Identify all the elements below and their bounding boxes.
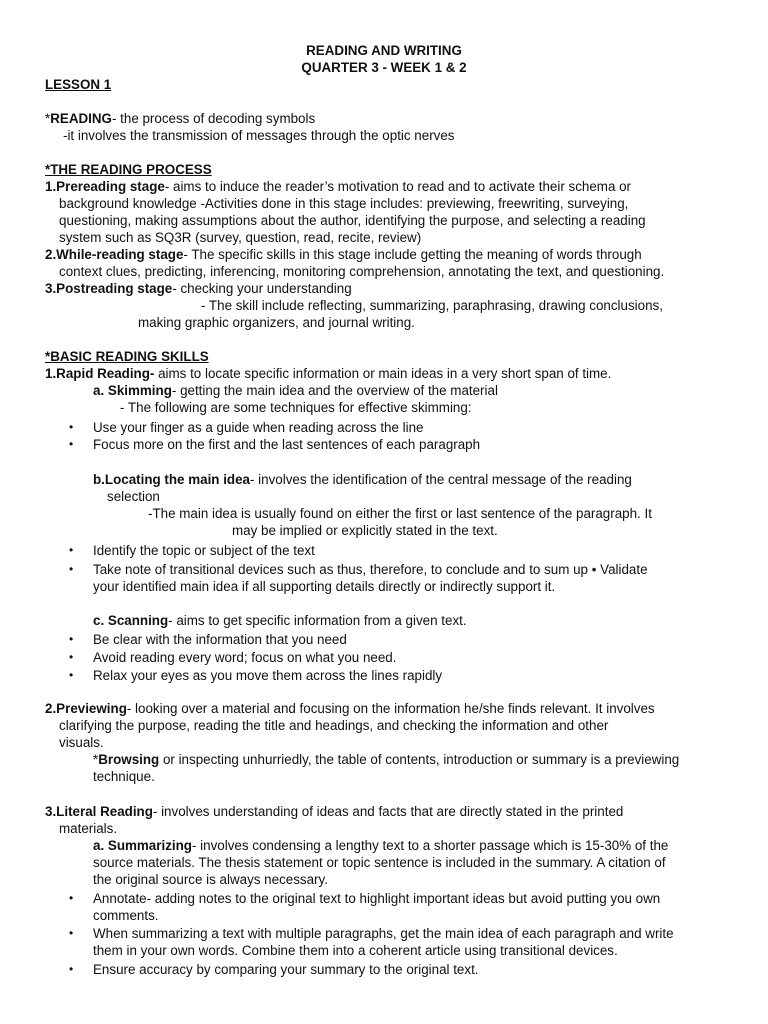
reading-process-heading: *THE READING PROCESS xyxy=(45,162,212,177)
process-item-line: context clues, predicting, inferencing, monitoring comprehension, annotating the text, and questioning. xyxy=(59,264,665,279)
bullet-icon: • xyxy=(69,668,74,682)
process-item-line: making graphic organizers, and journal writing. xyxy=(138,315,415,330)
basic-skills-heading: *BASIC READING SKILLS xyxy=(45,349,209,364)
skill-rapid-reading: 1.Rapid Reading- aims to locate specific information or main ideas in a very short span of time. xyxy=(45,366,612,381)
process-item-line: - The skill include reflecting, summarizing, paraphrasing, drawing conclusions, xyxy=(201,298,663,313)
main-idea-sub: -The main idea is usually found on either the first or last sentence of the paragraph. It xyxy=(148,506,652,521)
skill-previewing: 2.Previewing- looking over a material and focusing on the information he/she finds relevant. It involves xyxy=(45,701,655,716)
list-item: When summarizing a text with multiple paragraphs, get the main idea of each paragraph and write xyxy=(93,926,674,941)
main-idea-heading: b.Locating the main idea- involves the identification of the central message of the reading xyxy=(93,472,632,487)
list-item: Ensure accuracy by comparing your summary to the original text. xyxy=(93,962,479,977)
list-item: Use your finger as a guide when reading across the line xyxy=(93,420,424,435)
list-item: Be clear with the information that you need xyxy=(93,632,347,647)
list-item: Avoid reading every word; focus on what you need. xyxy=(93,650,397,665)
bullet-icon: • xyxy=(69,926,74,940)
previewing-line: clarifying the purpose, reading the title and headings, and checking the information and other xyxy=(59,718,609,733)
bullet-icon: • xyxy=(69,562,74,576)
list-item: Focus more on the first and the last sentences of each paragraph xyxy=(93,437,481,452)
doc-subtitle: QUARTER 3 - WEEK 1 & 2 xyxy=(301,60,467,75)
list-item: Take note of transitional devices such as thus, therefore, to conclude and to sum up • Validate xyxy=(93,562,648,577)
list-item-cont: comments. xyxy=(93,908,159,923)
skill-literal-reading: 3.Literal Reading- involves understanding of ideas and facts that are directly stated in the printed xyxy=(45,804,624,819)
browsing-line: *Browsing or inspecting unhurriedly, the table of contents, introduction or summary is a previewing xyxy=(93,752,680,767)
list-item: Relax your eyes as you move them across the lines rapidly xyxy=(93,668,443,683)
list-item-cont: them in your own words. Combine them into a coherent article using transitional devices. xyxy=(93,943,618,958)
scanning-heading: c. Scanning- aims to get specific information from a given text. xyxy=(93,613,467,628)
bullet-icon: • xyxy=(69,420,74,434)
previewing-line: visuals. xyxy=(59,735,104,750)
lesson-heading: LESSON 1 xyxy=(45,77,112,92)
doc-title: READING AND WRITING xyxy=(306,43,462,58)
main-idea-line2: selection xyxy=(107,489,160,504)
bullet-icon: • xyxy=(69,650,74,664)
bullet-icon: • xyxy=(69,437,74,451)
reading-definition: *READING- the process of decoding symbols xyxy=(45,111,316,126)
list-item-cont: your identified main idea if all supporting details directly or indirectly support it. xyxy=(93,579,556,594)
process-item-line: background knowledge -Activities done in this stage includes: previewing, freewriting, surveying, xyxy=(59,196,629,211)
literal-line2: materials. xyxy=(59,821,118,836)
list-item: Identify the topic or subject of the text xyxy=(93,543,315,558)
bullet-icon: • xyxy=(69,891,74,905)
bullet-icon: • xyxy=(69,962,74,976)
browsing-line2: technique. xyxy=(93,769,155,784)
main-idea-sub: may be implied or explicitly stated in the text. xyxy=(232,523,498,538)
summarizing-line: source materials. The thesis statement or topic sentence is included in the summary. A citation of xyxy=(93,855,666,870)
process-item-prereading: 1.Prereading stage- aims to induce the reader’s motivation to read and to activate their schema or xyxy=(45,179,632,194)
skimming-heading: a. Skimming- getting the main idea and the overview of the material xyxy=(93,383,498,398)
skimming-sub: - The following are some techniques for effective skimming: xyxy=(120,400,472,415)
reading-definition-line2: -it involves the transmission of messages through the optic nerves xyxy=(63,128,455,143)
bullet-icon: • xyxy=(69,543,74,557)
summarizing-heading: a. Summarizing- involves condensing a lengthy text to a shorter passage which is 15-30% of the xyxy=(93,838,669,853)
bullet-icon: • xyxy=(69,632,74,646)
list-item: Annotate- adding notes to the original text to highlight important ideas but avoid putting you own xyxy=(93,891,661,906)
process-item-while-reading: 2.While-reading stage- The specific skills in this stage include getting the meaning of words through xyxy=(45,247,642,262)
process-item-line: questioning, making assumptions about the author, identifying the purpose, and selecting a reading xyxy=(59,213,646,228)
process-item-line: system such as SQ3R (survey, question, read, recite, review) xyxy=(59,230,422,245)
process-item-postreading: 3.Postreading stage- checking your understanding xyxy=(45,281,352,296)
summarizing-line: the original source is always necessary. xyxy=(93,872,328,887)
